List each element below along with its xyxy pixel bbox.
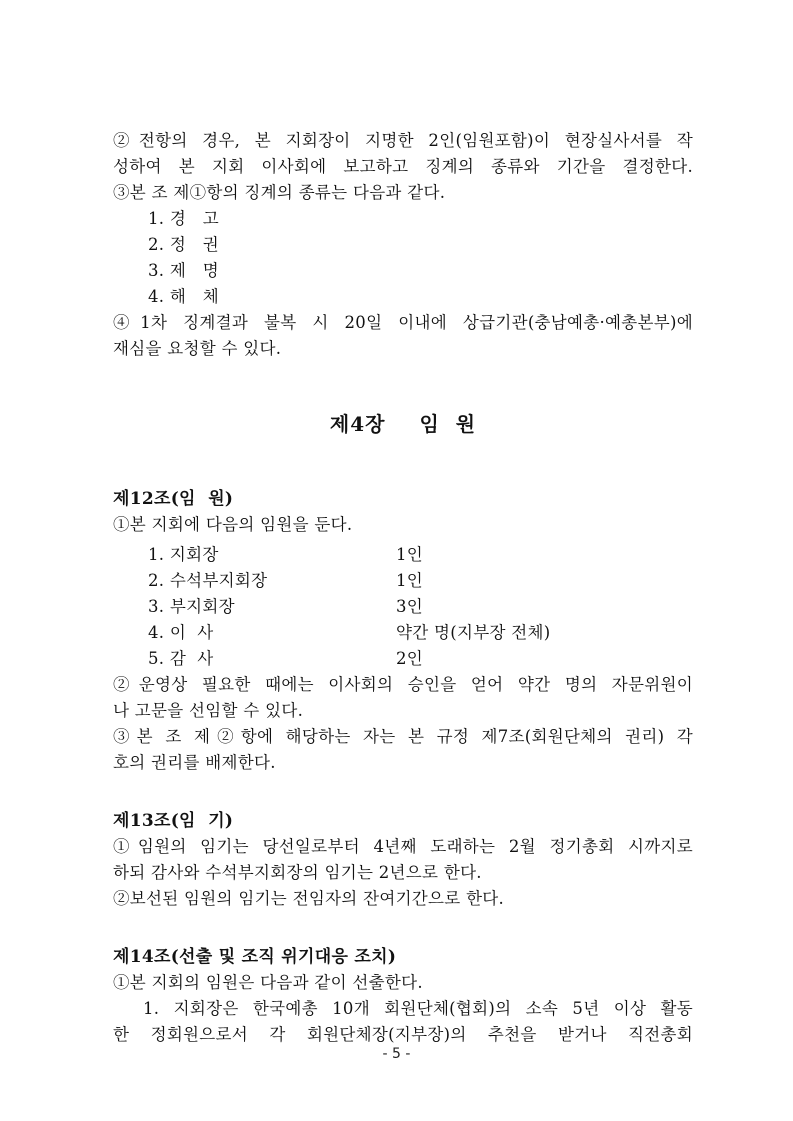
chapter-heading [113, 404, 693, 444]
paragraph-line: 1. 지회장은 한국예총 10개 회원단체(협회)의 소속 5년 이상 활동 [143, 999, 693, 1018]
officer-row [113, 646, 693, 672]
officer-role: 1. 지회장 [148, 545, 219, 564]
paragraph-line: ①본 지회에 다음의 임원을 둔다. [113, 515, 353, 534]
paragraph-line: ②운영상 필요한 때에는 이사회의 승인을 얻어 약간 명의 자문위원이 [113, 675, 693, 694]
paragraph-line: ③본 조 제②항에 해당하는 자는 본 규정 제7조(회원단체의 권리) 각 [113, 727, 693, 746]
list-item: 2. 정 권 [148, 235, 220, 254]
article-heading: 제12조(임 원) [113, 489, 234, 509]
chapter-number: 제4장 [329, 412, 386, 436]
officer-role: 5. 감 사 [148, 649, 214, 668]
paragraph-line: ④1차 징계결과 불복 시 20일 이내에 상급기관(충남예총·예총본부)에 [113, 313, 693, 332]
officer-row [113, 568, 693, 594]
list-item: 4. 해 체 [148, 287, 220, 306]
paragraph-line: 한 정회원으로서 각 회원단체장(지부장)의 추천을 받거나 직전총회 [113, 1025, 693, 1044]
officer-row [113, 594, 693, 620]
officer-count: 1인 [396, 571, 424, 590]
paragraph-line: ①본 지회의 임원은 다음과 같이 선출한다. [113, 973, 423, 992]
article-heading: 제13조(임 기) [113, 811, 234, 831]
officer-count: 1인 [396, 545, 424, 564]
article-heading: 제14조(선출 및 조직 위기대응 조치) [113, 947, 397, 967]
paragraph-line: 하되 감사와 수석부지회장의 임기는 2년으로 한다. [113, 863, 482, 882]
officer-count: 3인 [396, 597, 424, 616]
paragraph-line: 호의 권리를 배제한다. [113, 753, 276, 772]
officer-row [113, 620, 693, 646]
paragraph-line: 성하여 본 지회 이사회에 보고하고 징계의 종류와 기간을 결정한다. [113, 157, 693, 176]
officer-count: 약간 명(지부장 전체) [396, 623, 551, 642]
paragraph-line: 재심을 요청할 수 있다. [113, 339, 282, 358]
paragraph-line: ②전항의 경우, 본 지회장이 지명한 2인(임원포함)이 현장실사서를 작 [113, 131, 693, 150]
officer-role: 3. 부지회장 [148, 597, 235, 616]
officer-role: 2. 수석부지회장 [148, 571, 268, 590]
chapter-title: 임 원 [419, 412, 477, 436]
list-item: 3. 제 명 [148, 261, 220, 280]
list-item: 1. 경 고 [148, 209, 220, 228]
paragraph-line: ②보선된 임원의 임기는 전임자의 잔여기간으로 한다. [113, 889, 505, 908]
page-number: - 5 - [382, 1046, 411, 1062]
page-content [113, 128, 693, 1048]
paragraph-line: ①임원의 임기는 당선일로부터 4년째 도래하는 2월 정기총회 시까지로 [113, 837, 693, 856]
officer-count: 2인 [396, 649, 424, 668]
paragraph-line: 나 고문을 선임할 수 있다. [113, 701, 304, 720]
paragraph-line: ③본 조 제①항의 징계의 종류는 다음과 같다. [113, 183, 446, 202]
officer-row [113, 542, 693, 568]
officer-role: 4. 이 사 [148, 623, 214, 642]
